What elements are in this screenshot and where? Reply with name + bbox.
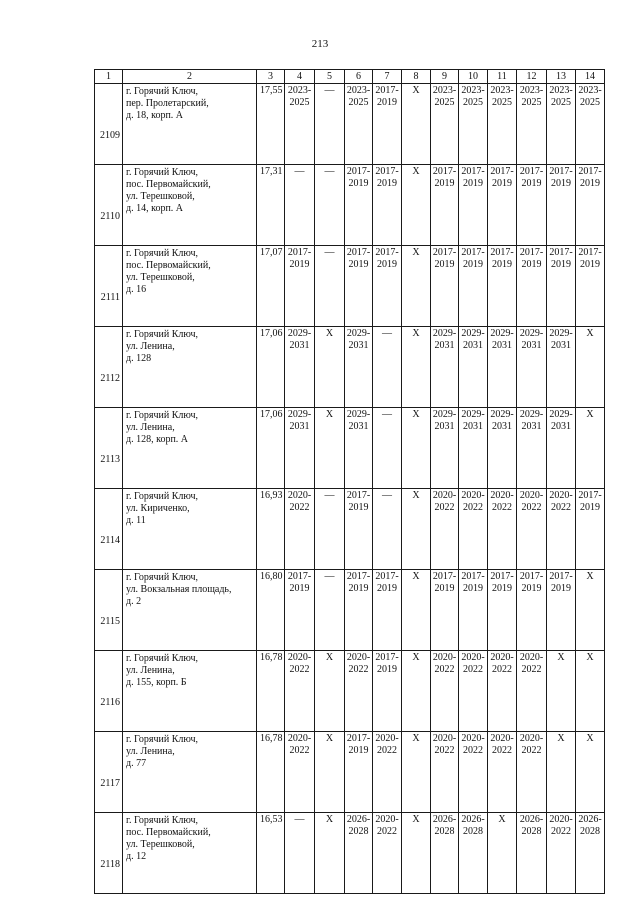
column-header: 7 xyxy=(373,70,402,84)
value-cell: 16,93 xyxy=(257,489,285,570)
value-cell: 2029- 2031 xyxy=(547,408,576,489)
row-number: 2113 xyxy=(95,408,123,489)
address-cell: г. Горячий Ключ, ул. Ленина, д. 77 xyxy=(123,732,257,813)
table-row xyxy=(95,570,605,651)
value-cell: 2023- 2025 xyxy=(345,84,373,165)
value-cell: 2017- 2019 xyxy=(345,246,373,327)
value-cell: 2020- 2022 xyxy=(459,732,488,813)
value-cell: X xyxy=(315,732,345,813)
value-cell: X xyxy=(315,651,345,732)
value-cell: 2017- 2019 xyxy=(547,246,576,327)
value-cell: 2017- 2019 xyxy=(373,84,402,165)
value-cell: 2029- 2031 xyxy=(345,408,373,489)
column-header: 10 xyxy=(459,70,488,84)
column-header: 11 xyxy=(488,70,517,84)
value-cell: 2023- 2025 xyxy=(576,84,605,165)
column-header: 6 xyxy=(345,70,373,84)
value-cell: 2017- 2019 xyxy=(285,246,315,327)
value-cell: — xyxy=(373,489,402,570)
value-cell: 17,07 xyxy=(257,246,285,327)
value-cell: 2017- 2019 xyxy=(517,246,547,327)
column-header: 13 xyxy=(547,70,576,84)
table-row xyxy=(95,489,605,570)
row-number: 2109 xyxy=(95,84,123,165)
value-cell: 2029- 2031 xyxy=(517,327,547,408)
value-cell: 2017- 2019 xyxy=(488,570,517,651)
value-cell: 2026- 2028 xyxy=(345,813,373,894)
value-cell: 2020- 2022 xyxy=(431,732,459,813)
address-cell: г. Горячий Ключ, пос. Первомайский, ул. Терешковой, д. 12 xyxy=(123,813,257,894)
row-number: 2118 xyxy=(95,813,123,894)
value-cell: X xyxy=(576,570,605,651)
value-cell: 2017- 2019 xyxy=(285,570,315,651)
value-cell: 16,78 xyxy=(257,732,285,813)
value-cell: 2023- 2025 xyxy=(488,84,517,165)
value-cell: — xyxy=(285,165,315,246)
value-cell: X xyxy=(315,327,345,408)
value-cell: 2020- 2022 xyxy=(517,732,547,813)
value-cell: X xyxy=(576,327,605,408)
column-header: 5 xyxy=(315,70,345,84)
address-cell: г. Горячий Ключ, ул. Ленина, д. 128, корп. А xyxy=(123,408,257,489)
value-cell: 2020- 2022 xyxy=(431,651,459,732)
value-cell: 2026- 2028 xyxy=(576,813,605,894)
value-cell: 2020- 2022 xyxy=(517,489,547,570)
value-cell: 2023- 2025 xyxy=(517,84,547,165)
value-cell: X xyxy=(402,570,431,651)
table-row xyxy=(95,246,605,327)
column-header: 12 xyxy=(517,70,547,84)
value-cell: — xyxy=(315,570,345,651)
value-cell: 17,06 xyxy=(257,408,285,489)
header-row xyxy=(95,70,605,84)
value-cell: 2023- 2025 xyxy=(431,84,459,165)
value-cell: 2020- 2022 xyxy=(373,732,402,813)
column-header: 9 xyxy=(431,70,459,84)
table-row xyxy=(95,165,605,246)
value-cell: 16,53 xyxy=(257,813,285,894)
value-cell: 2029- 2031 xyxy=(431,327,459,408)
value-cell: 2023- 2025 xyxy=(459,84,488,165)
value-cell: 2029- 2031 xyxy=(459,327,488,408)
value-cell: X xyxy=(402,489,431,570)
value-cell: 2017- 2019 xyxy=(345,570,373,651)
value-cell: 2020- 2022 xyxy=(373,813,402,894)
value-cell: X xyxy=(402,732,431,813)
value-cell: 2020- 2022 xyxy=(488,732,517,813)
value-cell: X xyxy=(576,732,605,813)
value-cell: 2017- 2019 xyxy=(459,246,488,327)
value-cell: 2017- 2019 xyxy=(373,165,402,246)
address-cell: г. Горячий Ключ, ул. Ленина, д. 128 xyxy=(123,327,257,408)
value-cell: 2020- 2022 xyxy=(285,651,315,732)
value-cell: 2017- 2019 xyxy=(345,732,373,813)
value-cell: 2017- 2019 xyxy=(576,489,605,570)
row-number: 2116 xyxy=(95,651,123,732)
value-cell: — xyxy=(315,165,345,246)
value-cell: 2020- 2022 xyxy=(488,651,517,732)
value-cell: 2017- 2019 xyxy=(576,165,605,246)
value-cell: 2029- 2031 xyxy=(285,408,315,489)
value-cell: X xyxy=(402,327,431,408)
value-cell: X xyxy=(402,813,431,894)
value-cell: 2026- 2028 xyxy=(517,813,547,894)
value-cell: — xyxy=(315,84,345,165)
value-cell: X xyxy=(576,651,605,732)
schedule-table xyxy=(94,69,605,894)
value-cell: 2023- 2025 xyxy=(285,84,315,165)
value-cell: 2020- 2022 xyxy=(488,489,517,570)
value-cell: X xyxy=(402,246,431,327)
value-cell: 16,78 xyxy=(257,651,285,732)
value-cell: 2017- 2019 xyxy=(431,570,459,651)
row-number: 2111 xyxy=(95,246,123,327)
address-cell: г. Горячий Ключ, пос. Первомайский, ул. Терешковой, д. 14, корп. А xyxy=(123,165,257,246)
value-cell: X xyxy=(402,651,431,732)
value-cell: 2020- 2022 xyxy=(547,489,576,570)
value-cell: 2020- 2022 xyxy=(547,813,576,894)
value-cell: 17,31 xyxy=(257,165,285,246)
value-cell: 2017- 2019 xyxy=(547,570,576,651)
page-number: 213 xyxy=(311,38,329,50)
address-cell: г. Горячий Ключ, ул. Кириченко, д. 11 xyxy=(123,489,257,570)
value-cell: 2029- 2031 xyxy=(459,408,488,489)
value-cell: 2020- 2022 xyxy=(285,732,315,813)
row-number: 2110 xyxy=(95,165,123,246)
table-row xyxy=(95,408,605,489)
table-row xyxy=(95,813,605,894)
value-cell: 2029- 2031 xyxy=(285,327,315,408)
value-cell: — xyxy=(315,489,345,570)
address-cell: г. Горячий Ключ, пер. Пролетарский, д. 18, корп. А xyxy=(123,84,257,165)
value-cell: 2029- 2031 xyxy=(488,408,517,489)
value-cell: X xyxy=(402,165,431,246)
value-cell: 16,80 xyxy=(257,570,285,651)
value-cell: 17,55 xyxy=(257,84,285,165)
value-cell: — xyxy=(373,408,402,489)
row-number: 2114 xyxy=(95,489,123,570)
value-cell: 2017- 2019 xyxy=(345,165,373,246)
value-cell: 2017- 2019 xyxy=(373,651,402,732)
table-row xyxy=(95,84,605,165)
value-cell: X xyxy=(547,732,576,813)
value-cell: X xyxy=(402,84,431,165)
value-cell: 2029- 2031 xyxy=(488,327,517,408)
column-header: 8 xyxy=(402,70,431,84)
value-cell: — xyxy=(373,327,402,408)
value-cell: 2029- 2031 xyxy=(431,408,459,489)
value-cell: 2017- 2019 xyxy=(517,570,547,651)
value-cell: 2017- 2019 xyxy=(488,246,517,327)
column-header: 4 xyxy=(285,70,315,84)
table-row xyxy=(95,732,605,813)
column-header: 2 xyxy=(123,70,257,84)
address-cell: г. Горячий Ключ, ул. Ленина, д. 155, корп. Б xyxy=(123,651,257,732)
value-cell: 2017- 2019 xyxy=(373,246,402,327)
table-row xyxy=(95,327,605,408)
value-cell: 2020- 2022 xyxy=(345,651,373,732)
value-cell: 2029- 2031 xyxy=(345,327,373,408)
value-cell: 2023- 2025 xyxy=(547,84,576,165)
value-cell: X xyxy=(402,408,431,489)
value-cell: X xyxy=(547,651,576,732)
value-cell: 2017- 2019 xyxy=(576,246,605,327)
value-cell: 2020- 2022 xyxy=(285,489,315,570)
value-cell: 2020- 2022 xyxy=(517,651,547,732)
value-cell: 2017- 2019 xyxy=(547,165,576,246)
value-cell: X xyxy=(315,813,345,894)
value-cell: X xyxy=(315,408,345,489)
table-row xyxy=(95,651,605,732)
column-header: 14 xyxy=(576,70,605,84)
value-cell: 2029- 2031 xyxy=(517,408,547,489)
value-cell: 2017- 2019 xyxy=(459,165,488,246)
value-cell: 2017- 2019 xyxy=(431,246,459,327)
value-cell: — xyxy=(285,813,315,894)
column-header: 1 xyxy=(95,70,123,84)
value-cell: 2029- 2031 xyxy=(547,327,576,408)
value-cell: 2020- 2022 xyxy=(431,489,459,570)
value-cell: 17,06 xyxy=(257,327,285,408)
value-cell: 2017- 2019 xyxy=(488,165,517,246)
row-number: 2112 xyxy=(95,327,123,408)
value-cell: 2020- 2022 xyxy=(459,651,488,732)
value-cell: X xyxy=(576,408,605,489)
value-cell: 2026- 2028 xyxy=(431,813,459,894)
value-cell: 2017- 2019 xyxy=(373,570,402,651)
address-cell: г. Горячий Ключ, ул. Вокзальная площадь, д. 2 xyxy=(123,570,257,651)
value-cell: 2017- 2019 xyxy=(459,570,488,651)
row-number: 2117 xyxy=(95,732,123,813)
value-cell: 2020- 2022 xyxy=(459,489,488,570)
address-cell: г. Горячий Ключ, пос. Первомайский, ул. Терешковой, д. 16 xyxy=(123,246,257,327)
value-cell: X xyxy=(488,813,517,894)
row-number: 2115 xyxy=(95,570,123,651)
value-cell: 2026- 2028 xyxy=(459,813,488,894)
value-cell: — xyxy=(315,246,345,327)
column-header: 3 xyxy=(257,70,285,84)
value-cell: 2017- 2019 xyxy=(431,165,459,246)
value-cell: 2017- 2019 xyxy=(517,165,547,246)
value-cell: 2017- 2019 xyxy=(345,489,373,570)
